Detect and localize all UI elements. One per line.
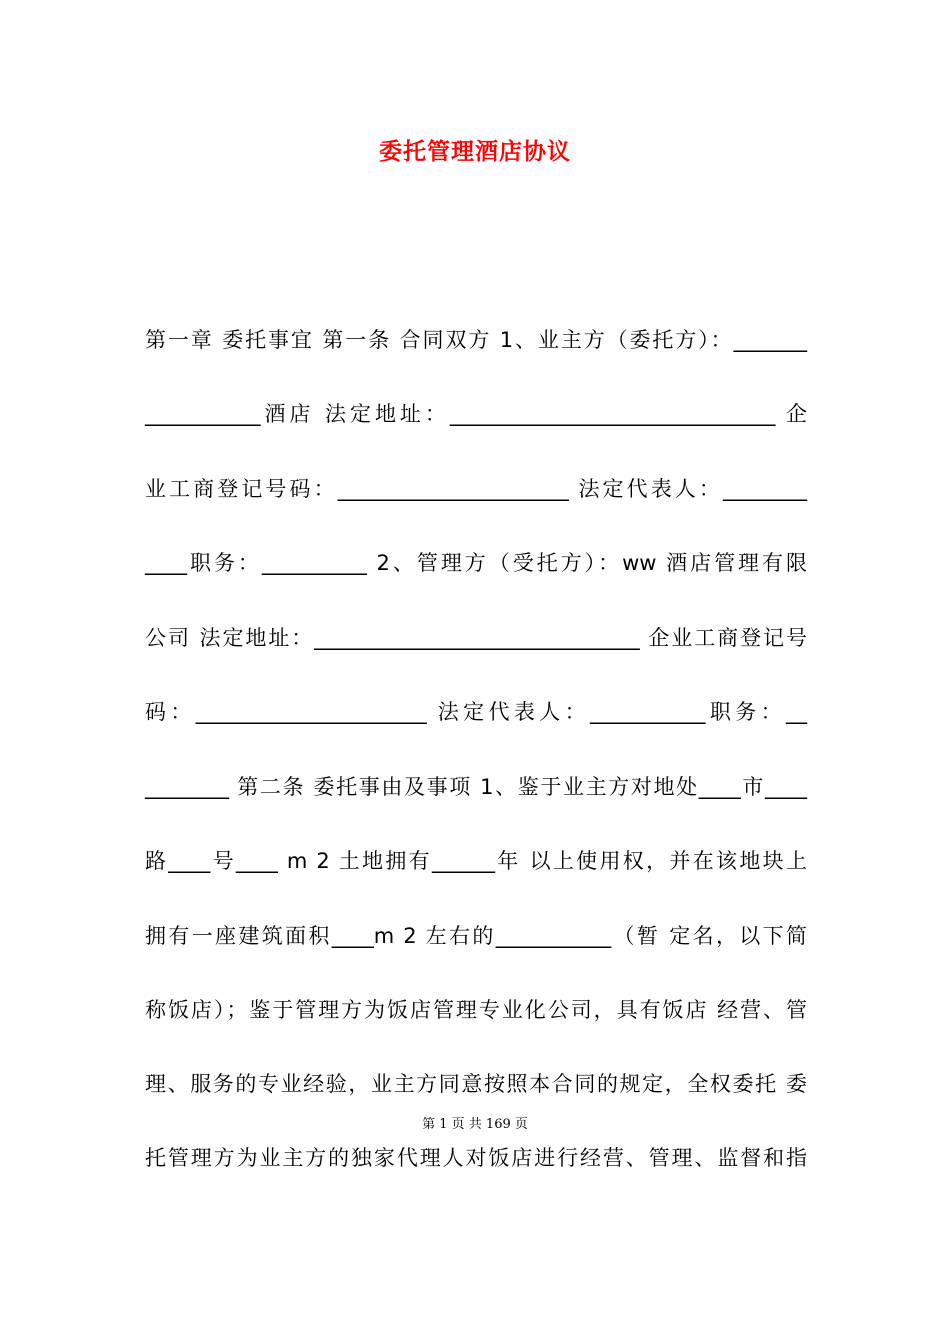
body-line-12: 托管理方为业主方的独家代理人对饭店进行经营、管理、监督和指 <box>145 1146 807 1170</box>
body-line-6: 码：______________________ 法定代表人：___________职务：__ <box>145 700 807 724</box>
body-line-2: ___________酒店 法定地址：_______________________________ 企 <box>145 402 807 426</box>
body-line-4: ____职务：__________ 2、管理方（受托方）：ww 酒店管理有限 <box>145 551 807 575</box>
body-line-1: 第一章 委托事宜 第一条 合同双方 1、业主方（委托方）：_______ <box>145 328 807 352</box>
body-line-5: 公司 法定地址：_______________________________ 企业工商登记号 <box>145 626 807 650</box>
body-line-3: 业工商登记号码：______________________ 法定代表人：________ <box>145 477 807 501</box>
body-line-7: ________ 第二条 委托事由及事项 1、鉴于业主方对地处____市____ <box>145 775 807 799</box>
body-line-10: 称饭店）；鉴于管理方为饭店管理专业化公司，具有饭店 经营、管 <box>145 998 807 1022</box>
page-footer: 第 1 页 共 169 页 <box>422 1117 528 1132</box>
body-line-11: 理、服务的专业经验，业主方同意按照本合同的规定，全权委托 委 <box>145 1072 807 1096</box>
body-line-9: 拥有一座建筑面积____m 2 左右的___________（暂 定名，以下简 <box>145 924 807 948</box>
body-line-8: 路____号____ m 2 土地拥有______年 以上使用权，并在该地块上 <box>145 849 807 873</box>
document-title: 委托管理酒店协议 <box>379 139 571 165</box>
